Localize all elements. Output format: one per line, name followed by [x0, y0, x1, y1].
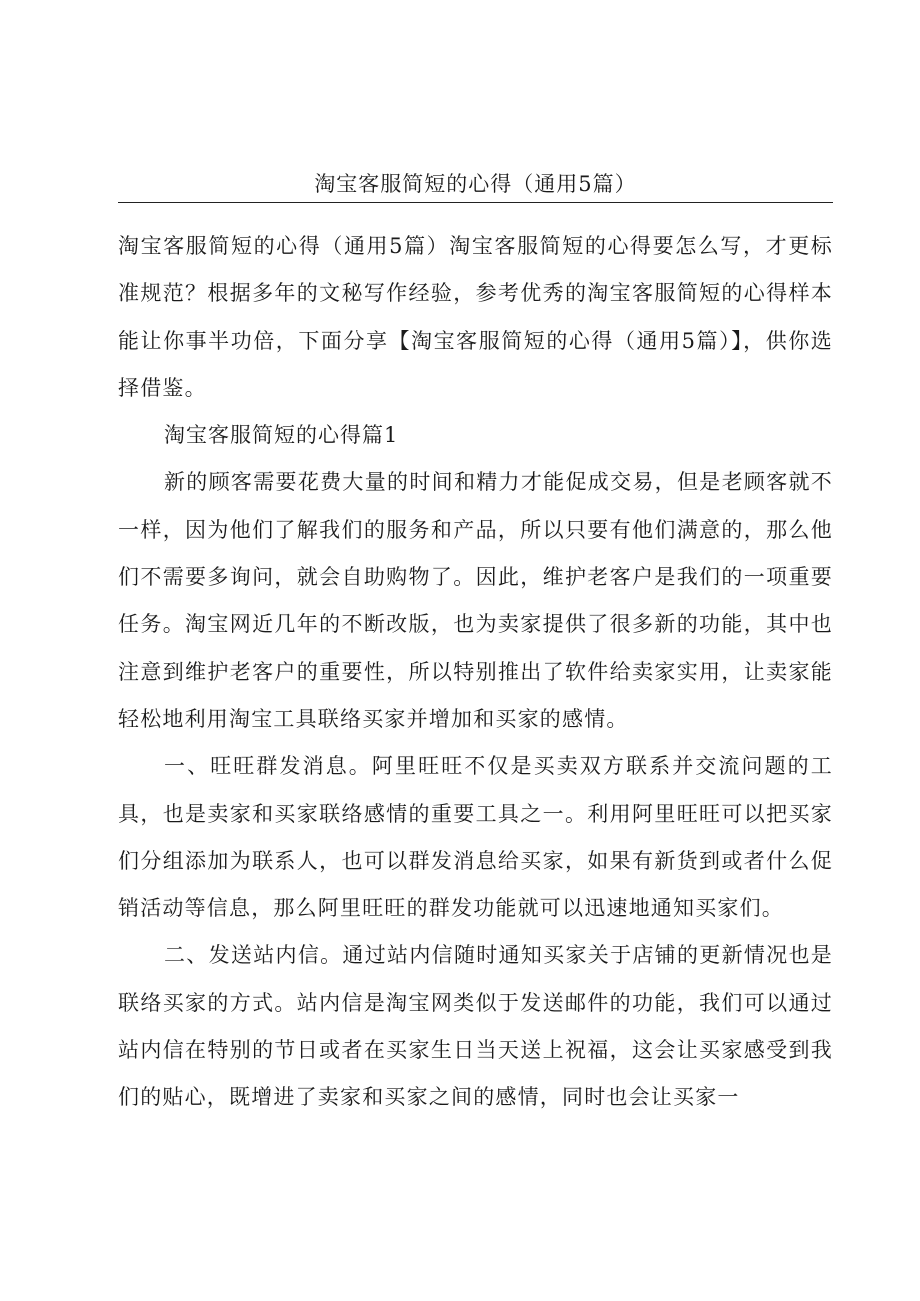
document-body: [118, 223, 833, 1122]
body-paragraph-3: 二、发送站内信。通过站内信随时通知买家关于店铺的更新情况也是联络买家的方式。站内信是淘宝网类似于发送邮件的功能，我们可以通过站内信在特别的节日或者在买家生日当天送上祝福，这会让买家感受到我们的贴心，既增进了卖家和买家之间的感情，同时也会让买家一: [118, 943, 833, 1110]
section-heading-1: 淘宝客服简短的心得篇1: [164, 423, 399, 448]
title-divider: [118, 202, 833, 203]
document-title: 淘宝客服简短的心得（通用5篇）: [314, 172, 637, 196]
intro-paragraph: 淘宝客服简短的心得（通用5篇）淘宝客服简短的心得要怎么写，才更标准规范？根据多年的文秘写作经验，参考优秀的淘宝客服简短的心得样本能让你事半功倍，下面分享【淘宝客服简短的心得（通用5篇）】，供你选择借鉴。: [118, 234, 833, 400]
body-paragraph-2: 一、旺旺群发消息。阿里旺旺不仅是买卖双方联系并交流问题的工具，也是卖家和买家联络感情的重要工具之一。利用阿里旺旺可以把买家们分组添加为联系人，也可以群发消息给买家，如果有新货到或者什么促销活动等信息，那么阿里旺旺的群发功能就可以迅速地通知买家们。: [118, 754, 833, 921]
body-paragraph-1: 新的顾客需要花费大量的时间和精力才能促成交易，但是老顾客就不一样，因为他们了解我们的服务和产品，所以只要有他们满意的，那么他们不需要多询问，就会自助购物了。因此，维护老客户是我们的一项重要任务。淘宝网近几年的不断改版，也为卖家提供了很多新的功能，其中也注意到维护老客户的重要性，所以特别推出了软件给卖家实用，让卖家能轻松地利用淘宝工具联络买家并增加和买家的感情。: [118, 470, 833, 731]
